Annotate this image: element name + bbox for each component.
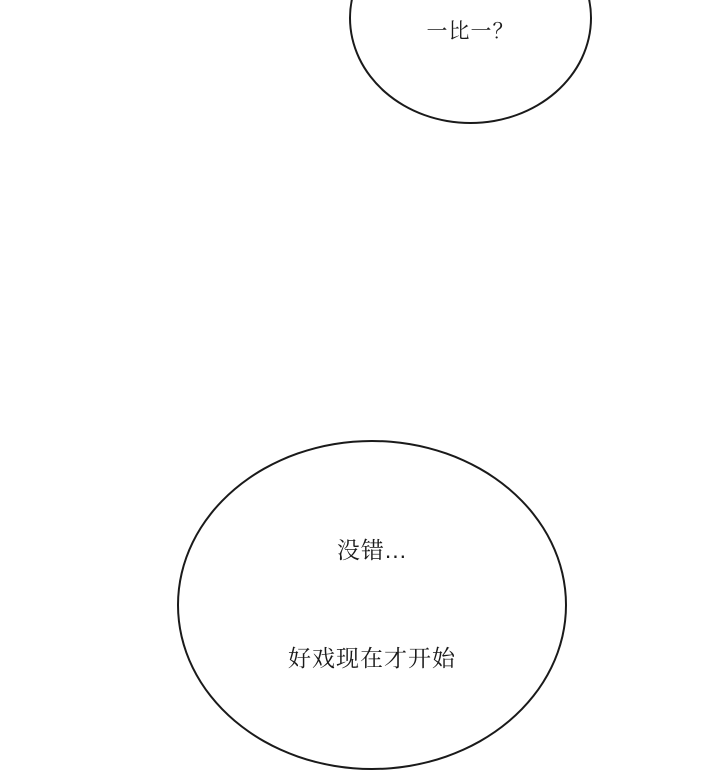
speech-balloon-bottom-text <box>288 468 456 743</box>
speech-balloon-top <box>349 0 592 124</box>
speech-line: 好戏现在才开始 <box>288 645 456 672</box>
speech-balloon-top-text <box>427 0 515 108</box>
speech-line: 一比一？ <box>426 19 515 43</box>
speech-line: 没错... <box>336 537 408 564</box>
speech-balloon-bottom <box>177 440 567 770</box>
